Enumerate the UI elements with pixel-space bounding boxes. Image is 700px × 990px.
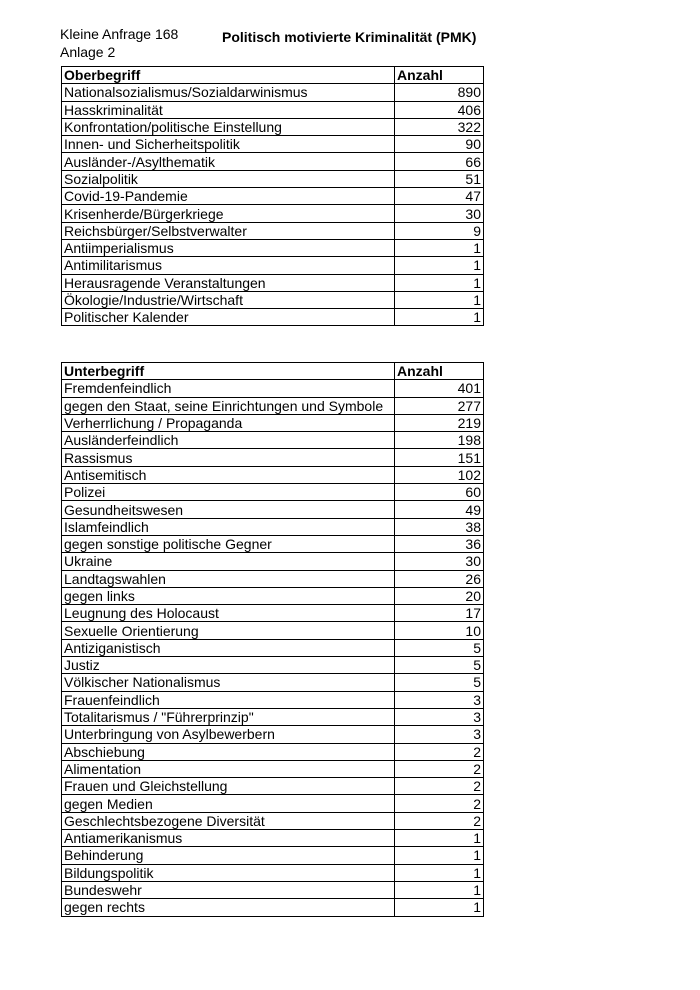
table-row	[62, 432, 484, 449]
row-count: 151	[395, 449, 484, 466]
table-row	[62, 118, 484, 135]
row-label: Rassismus	[62, 449, 395, 466]
table-row	[62, 812, 484, 829]
row-label: Gesundheitswesen	[62, 501, 395, 518]
row-label: Hasskriminalität	[62, 101, 395, 118]
row-count: 30	[395, 205, 484, 222]
table-header-row	[62, 67, 484, 84]
row-count: 66	[395, 153, 484, 170]
row-label: Leugnung des Holocaust	[62, 605, 395, 622]
row-label: Antiziganistisch	[62, 639, 395, 656]
row-label: Ukraine	[62, 553, 395, 570]
row-count: 1	[395, 309, 484, 326]
row-count: 102	[395, 466, 484, 483]
row-label: Totalitarismus / "Führerprinzip"	[62, 708, 395, 725]
row-count: 47	[395, 188, 484, 205]
row-label: Sozialpolitik	[62, 170, 395, 187]
row-count: 322	[395, 118, 484, 135]
row-count: 219	[395, 414, 484, 431]
table-row	[62, 84, 484, 101]
table-row	[62, 622, 484, 639]
row-count: 1	[395, 274, 484, 291]
row-count: 1	[395, 257, 484, 274]
row-label: Sexuelle Orientierung	[62, 622, 395, 639]
row-label: Innen- und Sicherheitspolitik	[62, 136, 395, 153]
row-label: Alimentation	[62, 760, 395, 777]
row-label: Nationalsozialismus/Sozialdarwinismus	[62, 84, 395, 101]
table-row	[62, 170, 484, 187]
table-row	[62, 830, 484, 847]
column-header-unterbegriff: Unterbegriff	[62, 363, 395, 380]
row-label: Konfrontation/politische Einstellung	[62, 118, 395, 135]
row-count: 1	[395, 847, 484, 864]
row-label: gegen Medien	[62, 795, 395, 812]
row-count: 26	[395, 570, 484, 587]
row-label: Politischer Kalender	[62, 309, 395, 326]
row-count: 9	[395, 222, 484, 239]
table-row	[62, 501, 484, 518]
row-label: Covid-19-Pandemie	[62, 188, 395, 205]
row-count: 2	[395, 812, 484, 829]
row-count: 10	[395, 622, 484, 639]
row-count: 2	[395, 778, 484, 795]
row-label: Landtagswahlen	[62, 570, 395, 587]
unterbegriff-table-body	[62, 380, 484, 916]
row-label: Polizei	[62, 484, 395, 501]
table-row	[62, 708, 484, 725]
table-row	[62, 864, 484, 881]
row-count: 90	[395, 136, 484, 153]
row-label: Antiimperialismus	[62, 239, 395, 256]
table-row	[62, 691, 484, 708]
row-count: 890	[395, 84, 484, 101]
row-count: 1	[395, 899, 484, 916]
row-count: 36	[395, 535, 484, 552]
table-row	[62, 205, 484, 222]
table-row	[62, 518, 484, 535]
table-row	[62, 553, 484, 570]
table-row	[62, 899, 484, 916]
row-label: Reichsbürger/Selbstverwalter	[62, 222, 395, 239]
row-count: 38	[395, 518, 484, 535]
table-row	[62, 726, 484, 743]
table-row	[62, 414, 484, 431]
table-row	[62, 760, 484, 777]
table-header-row	[62, 363, 484, 380]
row-count: 3	[395, 691, 484, 708]
table-row	[62, 136, 484, 153]
row-label: Fremdenfeindlich	[62, 380, 395, 397]
row-label: Bildungspolitik	[62, 864, 395, 881]
row-count: 1	[395, 239, 484, 256]
row-label: Ausländerfeindlich	[62, 432, 395, 449]
row-count: 2	[395, 743, 484, 760]
table-row	[62, 153, 484, 170]
page-title: Politisch motivierte Kriminalität (PMK)	[222, 29, 477, 45]
table-row	[62, 188, 484, 205]
row-count: 60	[395, 484, 484, 501]
unterbegriff-table	[61, 362, 484, 917]
table-row	[62, 778, 484, 795]
row-label: Herausragende Veranstaltungen	[62, 274, 395, 291]
row-count: 49	[395, 501, 484, 518]
table-row	[62, 587, 484, 604]
row-count: 1	[395, 291, 484, 308]
row-label: Abschiebung	[62, 743, 395, 760]
row-count: 401	[395, 380, 484, 397]
oberbegriff-table	[61, 66, 484, 326]
table-row	[62, 674, 484, 691]
table-row	[62, 847, 484, 864]
row-count: 3	[395, 708, 484, 725]
column-header-anzahl: Anzahl	[395, 67, 484, 84]
table-row	[62, 795, 484, 812]
row-label: Ökologie/Industrie/Wirtschaft	[62, 291, 395, 308]
table-row	[62, 239, 484, 256]
row-count: 5	[395, 657, 484, 674]
row-label: Ausländer-/Asylthematik	[62, 153, 395, 170]
table-row	[62, 222, 484, 239]
row-label: gegen sonstige politische Gegner	[62, 535, 395, 552]
table-row	[62, 397, 484, 414]
table-row	[62, 484, 484, 501]
table-row	[62, 101, 484, 118]
table-row	[62, 466, 484, 483]
row-count: 51	[395, 170, 484, 187]
document-reference	[60, 25, 178, 61]
row-count: 20	[395, 587, 484, 604]
table-row	[62, 449, 484, 466]
table-row	[62, 274, 484, 291]
row-label: Justiz	[62, 657, 395, 674]
row-label: Behinderung	[62, 847, 395, 864]
row-count: 2	[395, 795, 484, 812]
table-row	[62, 881, 484, 898]
row-label: Bundeswehr	[62, 881, 395, 898]
row-count: 17	[395, 605, 484, 622]
row-label: Antimilitarismus	[62, 257, 395, 274]
table-row	[62, 605, 484, 622]
table-row	[62, 743, 484, 760]
row-count: 5	[395, 674, 484, 691]
row-count: 1	[395, 864, 484, 881]
row-label: Krisenherde/Bürgerkriege	[62, 205, 395, 222]
row-label: Völkischer Nationalismus	[62, 674, 395, 691]
table-row	[62, 639, 484, 656]
row-count: 198	[395, 432, 484, 449]
row-label: Antisemitisch	[62, 466, 395, 483]
row-label: gegen den Staat, seine Einrichtungen und Symbole	[62, 397, 395, 414]
column-header-anzahl: Anzahl	[395, 363, 484, 380]
table-row	[62, 380, 484, 397]
row-label: Unterbringung von Asylbewerbern	[62, 726, 395, 743]
table-row	[62, 257, 484, 274]
column-header-oberbegriff: Oberbegriff	[62, 67, 395, 84]
table-row	[62, 657, 484, 674]
row-label: Geschlechtsbezogene Diversität	[62, 812, 395, 829]
row-count: 30	[395, 553, 484, 570]
row-label: gegen links	[62, 587, 395, 604]
inquiry-number: Kleine Anfrage 168	[60, 26, 179, 42]
table-row	[62, 309, 484, 326]
row-count: 1	[395, 881, 484, 898]
table-row	[62, 291, 484, 308]
row-count: 1	[395, 830, 484, 847]
row-label: Verherrlichung / Propaganda	[62, 414, 395, 431]
row-label: Frauenfeindlich	[62, 691, 395, 708]
oberbegriff-table-body	[62, 84, 484, 326]
row-count: 2	[395, 760, 484, 777]
attachment-label: Anlage 2	[60, 44, 116, 60]
row-label: gegen rechts	[62, 899, 395, 916]
table-row	[62, 570, 484, 587]
row-label: Islamfeindlich	[62, 518, 395, 535]
row-label: Frauen und Gleichstellung	[62, 778, 395, 795]
row-count: 277	[395, 397, 484, 414]
row-count: 406	[395, 101, 484, 118]
row-count: 5	[395, 639, 484, 656]
table-row	[62, 535, 484, 552]
row-count: 3	[395, 726, 484, 743]
row-label: Antiamerikanismus	[62, 830, 395, 847]
